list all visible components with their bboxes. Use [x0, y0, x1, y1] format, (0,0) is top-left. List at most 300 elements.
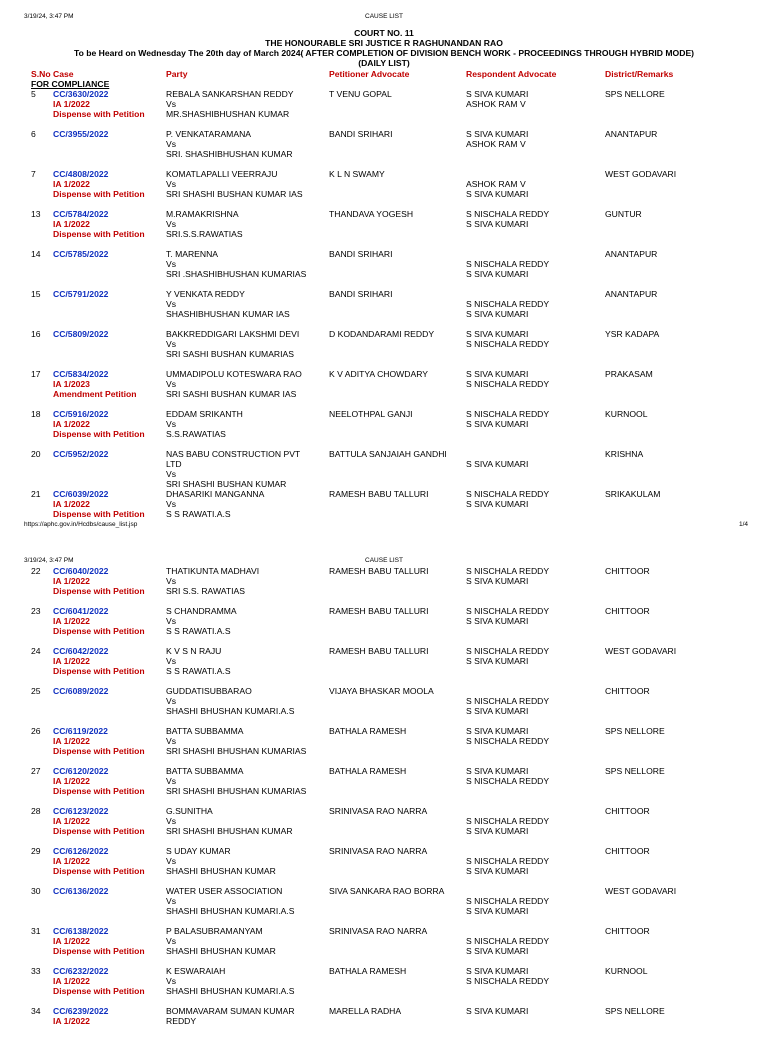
respondent-spacer	[466, 846, 602, 856]
respondent-advocates	[466, 566, 602, 586]
party-line: MR.SHASHIBHUSHAN KUMAR	[166, 109, 290, 119]
ia-number[interactable]: IA 1/2022	[53, 1016, 90, 1026]
case-cell	[53, 966, 163, 996]
table-row	[0, 646, 768, 686]
respondent-advocate: S SIVA KUMARI	[466, 269, 529, 279]
party-line: S.S.RAWATIAS	[166, 429, 226, 439]
party-line: K ESWARAIAH	[166, 966, 226, 976]
petition-type: Dispense with Petition	[53, 746, 145, 756]
footer-url[interactable]: https://aphc.gov.in/Hcdbs/cause_list.jsp	[24, 521, 138, 528]
party-line: Vs	[166, 139, 177, 149]
case-number-link[interactable]: CC/5809/2022	[53, 329, 109, 339]
party-line: Vs	[166, 736, 177, 746]
party-line: SRI SASHI BUSHAN KUMAR IAS	[166, 389, 297, 399]
case-number-link[interactable]: CC/6239/2022	[53, 1006, 109, 1016]
serial-number: 16	[31, 329, 41, 339]
case-number-link[interactable]: CC/5834/2022	[53, 369, 109, 379]
col-district: District/Remarks	[605, 69, 674, 79]
party-line: GUDDATISUBBARAO	[166, 686, 252, 696]
respondent-advocate: S SIVA KUMARI	[466, 576, 529, 586]
ia-number[interactable]: IA 1/2022	[53, 776, 90, 786]
respondent-advocate: S NISCHALA REDDY	[466, 776, 550, 786]
case-cell	[53, 646, 163, 676]
party-line: BOMMAVARAM SUMAN KUMAR	[166, 1006, 295, 1016]
respondent-advocate: S SIVA KUMARI	[466, 706, 529, 716]
respondent-advocate: S NISCHALA REDDY	[466, 339, 550, 349]
col-respondent-advocate: Respondent Advocate	[466, 69, 557, 79]
petition-type: Dispense with Petition	[53, 946, 145, 956]
case-cell	[53, 606, 163, 636]
table-row	[0, 369, 768, 409]
case-cell	[53, 369, 163, 399]
respondent-advocate: S SIVA KUMARI	[466, 309, 529, 319]
party-cell	[166, 926, 326, 956]
district-remarks: ANANTAPUR	[605, 249, 658, 259]
respondent-advocate: ASHOK RAM V	[466, 179, 526, 189]
petitioner-advocate: BATHALA RAMESH	[329, 726, 407, 736]
ia-number[interactable]: IA 1/2022	[53, 499, 90, 509]
party-cell	[166, 566, 326, 596]
respondent-spacer	[466, 926, 602, 936]
case-number-link[interactable]: CC/6232/2022	[53, 966, 109, 976]
respondent-advocate: S NISCHALA REDDY	[466, 209, 550, 219]
respondent-advocate: S SIVA KUMARI	[466, 459, 529, 469]
party-line: SRI SHASHI BHUSHAN KUMAR	[166, 826, 293, 836]
district-remarks: CHITTOOR	[605, 846, 650, 856]
serial-number: 14	[31, 249, 41, 259]
petition-type: Dispense with Petition	[53, 189, 145, 199]
petitioner-advocate: D KODANDARAMI REDDY	[329, 329, 435, 339]
respondent-advocates	[466, 209, 602, 229]
party-line: Vs	[166, 696, 177, 706]
respondent-advocates	[466, 886, 602, 916]
party-line: P. VENKATARAMANA	[166, 129, 252, 139]
respondent-advocate: S NISCHALA REDDY	[466, 856, 550, 866]
petitioner-advocate: BANDI SRIHARI	[329, 249, 393, 259]
case-number-link[interactable]: CC/6089/2022	[53, 686, 109, 696]
ia-number[interactable]: IA 1/2022	[53, 856, 90, 866]
respondent-advocate: S NISCHALA REDDY	[466, 696, 550, 706]
petitioner-advocate: K V ADITYA CHOWDARY	[329, 369, 429, 379]
table-row	[0, 289, 768, 329]
respondent-advocate: S SIVA KUMARI	[466, 766, 529, 776]
respondent-advocate: S SIVA KUMARI	[466, 656, 529, 666]
serial-number: 17	[31, 369, 41, 379]
district-remarks: SPS NELLORE	[605, 89, 665, 99]
case-number-link[interactable]: CC/5952/2022	[53, 449, 109, 459]
respondent-advocates	[466, 409, 602, 429]
case-cell	[53, 329, 163, 339]
petitioner-advocate: RAMESH BABU TALLURI	[329, 566, 429, 576]
case-number-link[interactable]: CC/6123/2022	[53, 806, 109, 816]
party-cell	[166, 886, 326, 916]
party-line: Vs	[166, 976, 177, 986]
respondent-advocate: S NISCHALA REDDY	[466, 976, 550, 986]
case-list-page-2	[0, 566, 768, 1046]
respondent-advocates	[466, 646, 602, 666]
respondent-advocate: S SIVA KUMARI	[466, 826, 529, 836]
respondent-spacer	[466, 686, 602, 696]
petition-type: Dispense with Petition	[53, 229, 145, 239]
case-cell	[53, 686, 163, 696]
respondent-advocates	[466, 766, 602, 786]
respondent-advocates	[466, 806, 602, 836]
party-line: Vs	[166, 616, 177, 626]
court-heading	[0, 28, 768, 68]
party-line: SRI SHASHI BUSHAN KUMAR	[166, 479, 287, 489]
ia-number[interactable]: IA 1/2022	[53, 99, 90, 109]
ia-number[interactable]: IA 1/2022	[53, 816, 90, 826]
print-datetime: 3/19/24, 3:47 PM	[24, 13, 74, 20]
party-line: BATTA SUBBAMMA	[166, 726, 244, 736]
respondent-advocate: S SIVA KUMARI	[466, 419, 529, 429]
serial-number: 26	[31, 726, 41, 736]
col-case: Case	[53, 69, 74, 79]
respondent-advocates	[466, 449, 602, 469]
party-line: DHASARIKI MANGANNA	[166, 489, 265, 499]
party-line: Vs	[166, 339, 177, 349]
respondent-advocate: S NISCHALA REDDY	[466, 816, 550, 826]
party-cell	[166, 209, 326, 239]
petitioner-advocate: NEELOTHPAL GANJI	[329, 409, 413, 419]
table-row	[0, 566, 768, 606]
party-line: Vs	[166, 936, 177, 946]
party-cell	[166, 806, 326, 836]
party-cell	[166, 606, 326, 636]
respondent-advocates	[466, 686, 602, 716]
case-cell	[53, 806, 163, 836]
party-line: SRI. SHASHIBHUSHAN KUMAR	[166, 149, 293, 159]
party-line: Vs	[166, 656, 177, 666]
party-line: P BALASUBRAMANYAM	[166, 926, 263, 936]
respondent-advocates	[466, 129, 602, 149]
petition-type: Amendment Petition	[53, 389, 137, 399]
case-number-link[interactable]: CC/6042/2022	[53, 646, 109, 656]
respondent-advocate: S SIVA KUMARI	[466, 1006, 529, 1016]
party-cell	[166, 966, 326, 996]
party-line: SRI .SHASHIBHUSHAN KUMARIAS	[166, 269, 307, 279]
case-number-link[interactable]: CC/5791/2022	[53, 289, 109, 299]
table-row	[0, 89, 768, 129]
serial-number: 27	[31, 766, 41, 776]
table-row	[0, 606, 768, 646]
ia-number[interactable]: IA 1/2022	[53, 616, 90, 626]
case-number-link[interactable]: CC/3955/2022	[53, 129, 109, 139]
district-remarks: KRISHNA	[605, 449, 644, 459]
petitioner-advocate: RAMESH BABU TALLURI	[329, 489, 429, 499]
respondent-advocate: S NISCHALA REDDY	[466, 299, 550, 309]
case-number-link[interactable]: CC/5784/2022	[53, 209, 109, 219]
ia-number[interactable]: IA 1/2022	[53, 656, 90, 666]
ia-number[interactable]: IA 1/2023	[53, 379, 90, 389]
party-line: SRI SHASHI BHUSHAN KUMARIAS	[166, 786, 307, 796]
party-line: S S RAWATI.A.S	[166, 666, 231, 676]
petition-type: Dispense with Petition	[53, 786, 145, 796]
table-row	[0, 766, 768, 806]
case-number-link[interactable]: CC/6138/2022	[53, 926, 109, 936]
serial-number: 6	[31, 129, 36, 139]
party-line: Y VENKATA REDDY	[166, 289, 245, 299]
district-remarks: SPS NELLORE	[605, 766, 665, 776]
petitioner-advocate: BANDI SRIHARI	[329, 289, 393, 299]
party-line: SHASHI BHUSHAN KUMAR	[166, 946, 276, 956]
serial-number: 30	[31, 886, 41, 896]
petitioner-advocate: SIVA SANKARA RAO BORRA	[329, 886, 445, 896]
serial-number: 7	[31, 169, 36, 179]
party-line: S UDAY KUMAR	[166, 846, 231, 856]
respondent-spacer	[466, 886, 602, 896]
district-remarks: GUNTUR	[605, 209, 642, 219]
party-line: S S RAWATI.A.S	[166, 509, 231, 519]
print-title: CAUSE LIST	[365, 13, 403, 20]
party-cell	[166, 646, 326, 676]
case-number-link[interactable]: CC/6120/2022	[53, 766, 109, 776]
serial-number: 22	[31, 566, 41, 576]
case-number-link[interactable]: CC/6119/2022	[53, 726, 108, 736]
ia-number[interactable]: IA 1/2022	[53, 179, 90, 189]
respondent-advocate: S SIVA KUMARI	[466, 906, 529, 916]
district-remarks: PRAKASAM	[605, 369, 653, 379]
party-line: KOMATLAPALLI VEERRAJU	[166, 169, 278, 179]
ia-number[interactable]: IA 1/2022	[53, 736, 90, 746]
party-cell	[166, 846, 326, 876]
case-number-link[interactable]: CC/6136/2022	[53, 886, 109, 896]
respondent-spacer	[466, 449, 602, 459]
respondent-advocate: S SIVA KUMARI	[466, 616, 529, 626]
serial-number: 23	[31, 606, 41, 616]
case-number-link[interactable]: CC/5785/2022	[53, 249, 109, 259]
case-cell	[53, 726, 163, 756]
district-remarks: CHITTOOR	[605, 606, 650, 616]
party-line: THATIKUNTA MADHAVI	[166, 566, 260, 576]
petition-type: Dispense with Petition	[53, 109, 145, 119]
serial-number: 5	[31, 89, 36, 99]
respondent-advocate: S SIVA KUMARI	[466, 189, 529, 199]
respondent-advocate: S SIVA KUMARI	[466, 866, 529, 876]
serial-number: 21	[31, 489, 41, 499]
district-remarks: CHITTOOR	[605, 566, 650, 576]
table-row	[0, 169, 768, 209]
table-row	[0, 409, 768, 449]
case-cell	[53, 249, 163, 259]
respondent-advocate: S SIVA KUMARI	[466, 129, 529, 139]
party-line: BATTA SUBBAMMA	[166, 766, 244, 776]
party-line: Vs	[166, 99, 177, 109]
case-cell	[53, 926, 163, 956]
case-number-link[interactable]: CC/6039/2022	[53, 489, 109, 499]
serial-number: 34	[31, 1006, 41, 1016]
party-line: SRI SASHI BUSHAN KUMARIAS	[166, 349, 294, 359]
district-remarks: WEST GODAVARI	[605, 886, 677, 896]
respondent-advocates	[466, 926, 602, 956]
serial-number: 31	[31, 926, 41, 936]
table-row	[0, 886, 768, 926]
petitioner-advocate: K L N SWAMY	[329, 169, 385, 179]
party-line: Vs	[166, 776, 177, 786]
serial-number: 13	[31, 209, 41, 219]
party-line: LTD	[166, 459, 182, 469]
party-line: SRI S.S. RAWATIAS	[166, 586, 245, 596]
judge-name: THE HONOURABLE SRI JUSTICE R RAGHUNANDAN RAO	[265, 38, 503, 48]
respondent-advocate: S NISCHALA REDDY	[466, 896, 550, 906]
petitioner-advocate: BATTULA SANJAIAH GANDHI	[329, 449, 447, 459]
district-remarks: CHITTOOR	[605, 926, 650, 936]
respondent-advocate: S SIVA KUMARI	[466, 966, 529, 976]
district-remarks: WEST GODAVARI	[605, 646, 677, 656]
petitioner-advocate: MARELLA RADHA	[329, 1006, 402, 1016]
case-list-page-1	[0, 89, 768, 529]
ia-number[interactable]: IA 1/2022	[53, 419, 90, 429]
hearing-date: To be Heard on Wednesday The 20th day of March 2024( AFTER COMPLETION OF DIVISION BENCH WORK - PROCEEDINGS THROUGH HYBRID MODE)	[73, 48, 695, 58]
cause-list-page-2	[0, 550, 768, 1024]
case-number-link[interactable]: CC/4808/2022	[53, 169, 109, 179]
respondent-advocate: S NISCHALA REDDY	[466, 409, 550, 419]
ia-number[interactable]: IA 1/2022	[53, 576, 90, 586]
party-line: Vs	[166, 419, 177, 429]
party-cell	[166, 686, 326, 716]
petition-type: Dispense with Petition	[53, 866, 145, 876]
party-line: NAS BABU CONSTRUCTION PVT	[166, 449, 301, 459]
respondent-advocate: S SIVA KUMARI	[466, 499, 529, 509]
party-line: Vs	[166, 219, 177, 229]
party-line: S CHANDRAMMA	[166, 606, 237, 616]
page-number: 1/4	[738, 521, 748, 528]
case-number-link[interactable]: CC/6041/2022	[53, 606, 109, 616]
serial-number: 18	[31, 409, 41, 419]
respondent-advocate: S NISCHALA REDDY	[466, 259, 550, 269]
respondent-advocate: S SIVA KUMARI	[466, 369, 529, 379]
petitioner-advocate: SRINIVASA RAO NARRA	[329, 806, 428, 816]
party-cell	[166, 249, 326, 279]
case-number-link[interactable]: CC/3630/2022	[53, 89, 109, 99]
respondent-advocates	[466, 846, 602, 876]
party-line: Vs	[166, 576, 177, 586]
party-line: WATER USER ASSOCIATION	[166, 886, 283, 896]
party-line: SRI.S.S.RAWATIAS	[166, 229, 243, 239]
case-cell	[53, 169, 163, 199]
ia-number[interactable]: IA 1/2022	[53, 219, 90, 229]
party-cell	[166, 89, 326, 119]
col-party: Party	[166, 69, 188, 79]
party-line: Vs	[166, 379, 177, 389]
case-cell	[53, 89, 163, 119]
district-remarks: SRIKAKULAM	[605, 489, 661, 499]
party-line: Vs	[166, 856, 177, 866]
party-line: Vs	[166, 896, 177, 906]
respondent-advocate: S SIVA KUMARI	[466, 329, 529, 339]
case-cell	[53, 409, 163, 439]
party-cell	[166, 1006, 326, 1026]
petitioner-advocate: BATHALA RAMESH	[329, 966, 407, 976]
petition-type: Dispense with Petition	[53, 986, 145, 996]
district-remarks: ANANTAPUR	[605, 289, 658, 299]
respondent-spacer	[466, 806, 602, 816]
party-cell	[166, 489, 326, 519]
respondent-advocate: S SIVA KUMARI	[466, 219, 529, 229]
table-row	[0, 329, 768, 369]
table-row	[0, 129, 768, 169]
petitioner-advocate: VIJAYA BHASKAR MOOLA	[329, 686, 434, 696]
print-title: CAUSE LIST	[365, 557, 403, 564]
party-line: BAKKREDDIGARI LAKSHMI DEVI	[166, 329, 300, 339]
table-row	[0, 249, 768, 289]
party-cell	[166, 766, 326, 796]
party-cell	[166, 726, 326, 756]
party-line: Vs	[166, 259, 177, 269]
ia-number[interactable]: IA 1/2022	[53, 936, 90, 946]
respondent-advocate: S NISCHALA REDDY	[466, 736, 550, 746]
party-line: EDDAM SRIKANTH	[166, 409, 243, 419]
case-cell	[53, 129, 163, 139]
party-cell	[166, 289, 326, 319]
district-remarks: WEST GODAVARI	[605, 169, 677, 179]
party-line: SHASHI BHUSHAN KUMARI.A.S	[166, 706, 295, 716]
serial-number: 33	[31, 966, 41, 976]
respondent-advocates	[466, 606, 602, 626]
petition-type: Dispense with Petition	[53, 586, 145, 596]
ia-number[interactable]: IA 1/2022	[53, 976, 90, 986]
petitioner-advocate: T VENU GOPAL	[329, 89, 392, 99]
case-cell	[53, 289, 163, 299]
respondent-advocates	[466, 89, 602, 109]
party-line: S S RAWATI.A.S	[166, 626, 231, 636]
party-line: SRI SHASHI BHUSHAN KUMARIAS	[166, 746, 307, 756]
party-cell	[166, 449, 326, 489]
list-type: (DAILY LIST)	[358, 58, 410, 68]
respondent-advocate: S NISCHALA REDDY	[466, 606, 550, 616]
case-number-link[interactable]: CC/6126/2022	[53, 846, 109, 856]
petition-type: Dispense with Petition	[53, 666, 145, 676]
column-headers	[0, 69, 768, 79]
case-number-link[interactable]: CC/5916/2022	[53, 409, 109, 419]
case-cell	[53, 766, 163, 796]
party-line: Vs	[166, 816, 177, 826]
petitioner-advocate: BANDI SRIHARI	[329, 129, 393, 139]
petition-type: Dispense with Petition	[53, 626, 145, 636]
respondent-advocates	[466, 249, 602, 279]
table-row	[0, 966, 768, 1006]
party-line: G.SUNITHA	[166, 806, 213, 816]
case-number-link[interactable]: CC/6040/2022	[53, 566, 109, 576]
case-cell	[53, 1006, 163, 1026]
party-cell	[166, 169, 326, 199]
serial-number: 29	[31, 846, 41, 856]
petitioner-advocate: RAMESH BABU TALLURI	[329, 646, 429, 656]
respondent-spacer	[466, 289, 602, 299]
serial-number: 20	[31, 449, 41, 459]
respondent-advocate: ASHOK RAM V	[466, 99, 526, 109]
party-line: Vs	[166, 179, 177, 189]
respondent-advocate: S SIVA KUMARI	[466, 726, 529, 736]
col-petitioner-advocate: Petitioner Advocate	[329, 69, 410, 79]
petition-type: Dispense with Petition	[53, 826, 145, 836]
respondent-spacer	[466, 169, 602, 179]
petition-type: Dispense with Petition	[53, 509, 145, 519]
case-cell	[53, 209, 163, 239]
court-number: COURT NO. 11	[354, 28, 414, 38]
table-row	[0, 806, 768, 846]
petitioner-advocate: BATHALA RAMESH	[329, 766, 407, 776]
party-line: Vs	[166, 299, 177, 309]
case-cell	[53, 566, 163, 596]
party-line: SHASHI BHUSHAN KUMARI.A.S	[166, 986, 295, 996]
serial-number: 28	[31, 806, 41, 816]
respondent-advocate: S SIVA KUMARI	[466, 89, 529, 99]
col-sno: S.No	[31, 69, 51, 79]
district-remarks: CHITTOOR	[605, 806, 650, 816]
respondent-spacer	[466, 249, 602, 259]
respondent-advocate: S NISCHALA REDDY	[466, 566, 550, 576]
